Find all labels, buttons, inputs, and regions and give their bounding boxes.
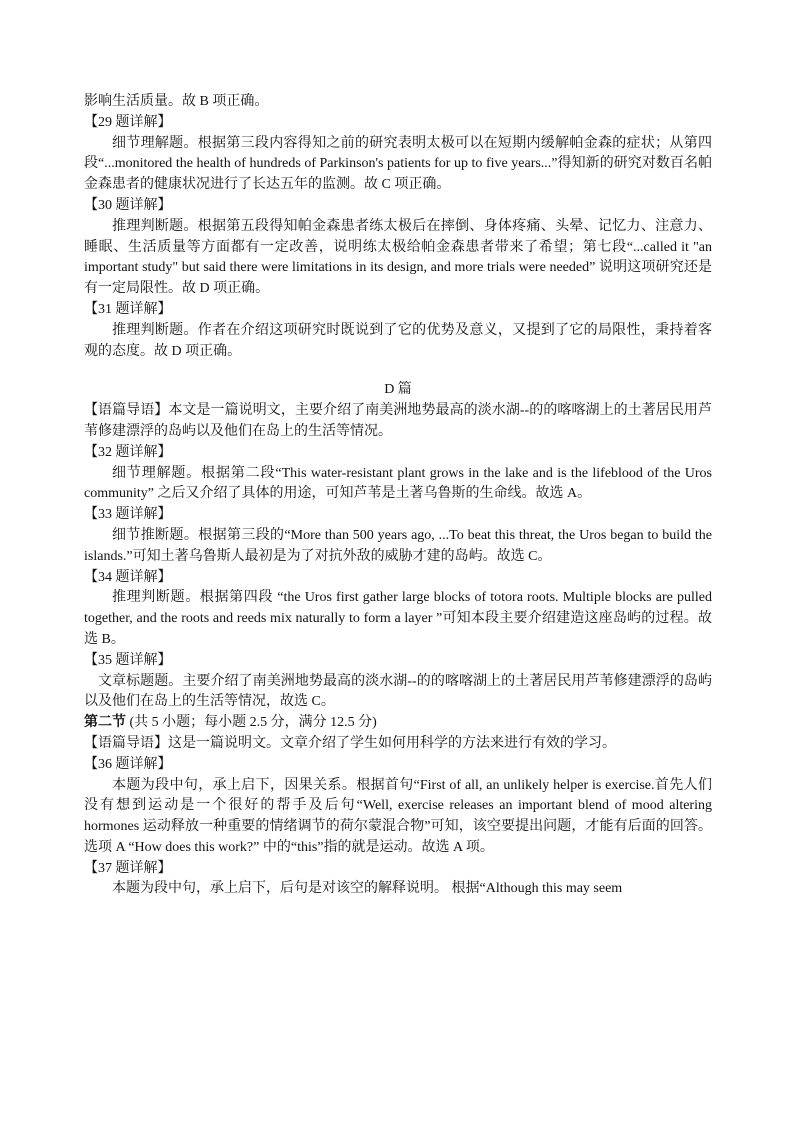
section-d-intro: 【语篇导语】本文是一篇说明文，主要介绍了南美洲地势最高的淡水湖--的的喀喀湖上的土著居民用芦苇修建漂浮的岛屿以及他们在岛上的生活等情况。	[84, 403, 712, 439]
section-d-title: D 篇	[384, 382, 412, 398]
document-content	[84, 92, 712, 900]
section2-subtitle: (共 5 小题；每小题 2.5 分，满分 12.5 分)	[126, 715, 377, 731]
q34-tag: 【34 题详解】	[84, 569, 172, 585]
q33-tag: 【33 题详解】	[84, 507, 172, 523]
q33-text: 细节推断题。根据第三段的“More than 500 years ago, ...To beat this threat, the Uros began to build the islands.”可知土著乌鲁斯人最初是为了对抗外敌的威胁才建的岛屿。故选 C。	[84, 527, 712, 564]
q30-text: 推理判断题。根据第五段得知帕金森患者练太极后在摔倒、身体疼痛、头晕、记忆力、注意力、睡眠、生活质量等方面都有一定改善，说明练太极给帕金森患者带来了希望；第七段“...called it "an important study" but said there were limitations in its design, and more trials were needed” 说明这项研究还是有一定局限性。故 D 项正确。	[84, 218, 712, 297]
q35-text: 文章标题题。主要介绍了南美洲地势最高的淡水湖--的的喀喀湖上的土著居民用芦苇修建漂浮的岛屿以及他们在岛上的生活等情况，故选 C。	[84, 673, 712, 710]
section2-title: 第二节	[84, 715, 126, 731]
q30-tag: 【30 题详解】	[84, 197, 172, 213]
q37-text: 本题为段中句，承上启下，后句是对该空的解释说明。 根据“Although this may seem	[112, 881, 623, 897]
top-paragraph: 影响生活质量。故 B 项正确。	[84, 94, 269, 109]
section2-heading	[84, 713, 712, 734]
q34-text: 推理判断题。根据第四段 “the Uros first gather large blocks of totora roots. Multiple blocks are pulled together, and the roots and reeds mix naturally to form a layer ”可知本段主要介绍建造这座岛屿的过程。故选 B。	[84, 590, 712, 647]
q35-tag: 【35 题详解】	[84, 652, 172, 668]
q29-tag: 【29 题详解】	[84, 114, 172, 130]
q36-tag: 【36 题详解】	[84, 756, 172, 772]
q36-text: 本题为段中句，承上启下，因果关系。根据首句“First of all, an unlikely helper is exercise.首先人们没有想到运动是一个很好的帮手及后句“Well, exercise releases an important blend of mood altering hormones 运动释放一种重要的情绪调节的荷尔蒙混合物”可知，该空要提出问题，才能有后面的回答。选项 A “How does this work?” 中的“this”指的就是运动。故选 A 项。	[84, 777, 712, 855]
q31-tag: 【31 题详解】	[84, 301, 172, 317]
q29-text: 细节理解题。根据第三段内容得知之前的研究表明太极可以在短期内缓解帕金森的症状；从第四段“...monitored the health of hundreds of Parkinson's patients for up to five years...”得知新的研究对数百名帕金森患者的健康状况进行了长达五年的监测。故 C 项正确。	[84, 135, 712, 193]
q31-text: 推理判断题。作者在介绍这项研究时既说到了它的优势及意义，又提到了它的局限性，秉持着客观的态度。故 D 项正确。	[84, 322, 712, 359]
section2-intro: 【语篇导语】这是一篇说明文。文章介绍了学生如何用科学的方法来进行有效的学习。	[84, 735, 616, 751]
q32-text: 细节理解题。根据第二段“This water-resistant plant grows in the lake and is the lifeblood of the Uros community” 之后又介绍了具体的用途，可知芦苇是土著乌鲁斯的生命线。故选 A。	[84, 465, 712, 502]
q37-tag: 【37 题详解】	[84, 860, 172, 876]
q32-tag: 【32 题详解】	[84, 444, 172, 460]
